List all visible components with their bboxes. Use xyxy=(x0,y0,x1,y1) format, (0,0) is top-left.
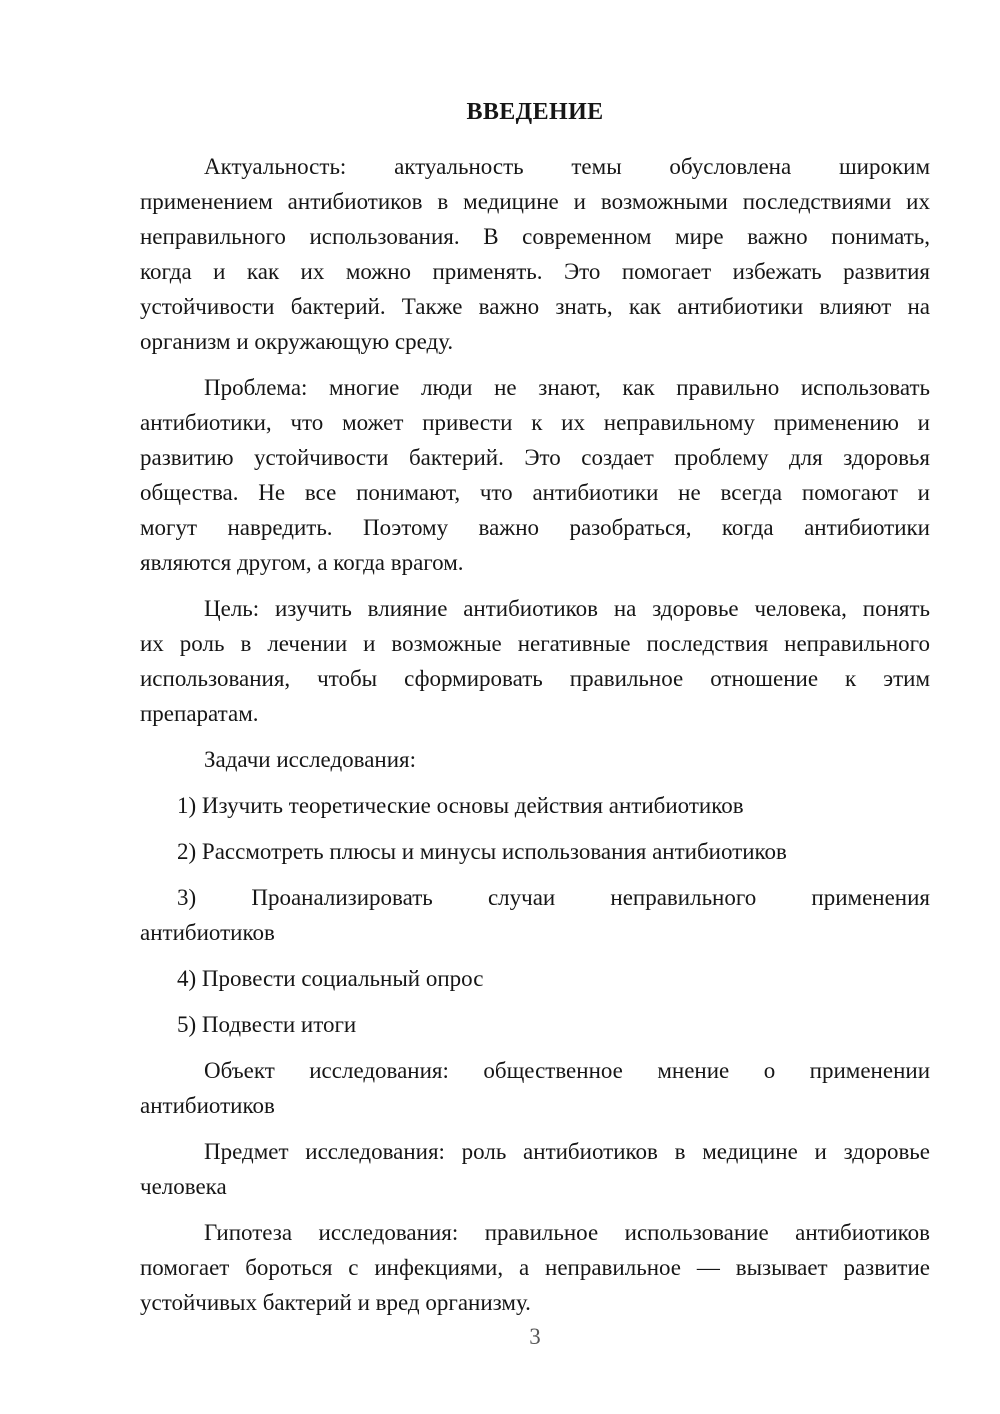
text-line: 1) Изучить теоретические основы действия антибиотиков xyxy=(177,793,744,818)
text-line: антибиотики, что может привести к их неправильному применению и xyxy=(140,410,930,435)
text-line: человека xyxy=(140,1174,227,1199)
text-line: развитию устойчивости бактерий. Это создает проблему для здоровья xyxy=(140,445,930,470)
text-line: Гипотеза исследования: правильное использование антибиотиков xyxy=(204,1220,930,1245)
task-item-1 xyxy=(140,788,930,823)
text-line: являются другом, а когда врагом. xyxy=(140,550,464,575)
page-number: 3 xyxy=(529,1324,541,1349)
text-line: устойчивости бактерий. Также важно знать, как антибиотики влияют на xyxy=(140,294,930,319)
paragraph-problem xyxy=(140,370,930,580)
task-item-2 xyxy=(140,834,930,869)
text-line: могут навредить. Поэтому важно разобраться, когда антибиотики xyxy=(140,515,930,540)
task-item-4 xyxy=(140,961,930,996)
task-item-3 xyxy=(140,880,930,950)
text-line: препаратам. xyxy=(140,701,259,726)
paragraph-subject xyxy=(140,1134,930,1204)
text-line: Предмет исследования: роль антибиотиков в медицине и здоровье xyxy=(204,1139,930,1164)
text-line: 3) Проанализировать случаи неправильного применения xyxy=(177,885,930,910)
text-line: Цель: изучить влияние антибиотиков на здоровье человека, понять xyxy=(204,596,930,621)
tasks-heading xyxy=(140,742,930,777)
paragraph-object xyxy=(140,1053,930,1123)
text-line: 4) Провести социальный опрос xyxy=(177,966,484,991)
text-line: антибиотиков xyxy=(140,1093,275,1118)
text-line: Проблема: многие люди не знают, как правильно использовать xyxy=(204,375,930,400)
paragraph-relevance xyxy=(140,149,930,359)
text-line: Актуальность: актуальность темы обусловлена широким xyxy=(204,154,930,179)
page-content xyxy=(140,97,930,1331)
text-line: 2) Рассмотреть плюсы и минусы использования антибиотиков xyxy=(177,839,787,864)
text-line: общества. Не все понимают, что антибиотики не всегда помогают и xyxy=(140,480,930,505)
text-line: помогает бороться с инфекциями, а неправильное — вызывает развитие xyxy=(140,1255,930,1280)
paragraph-goal xyxy=(140,591,930,731)
text-line: антибиотиков xyxy=(140,920,275,945)
text-line: когда и как их можно применять. Это помогает избежать развития xyxy=(140,259,930,284)
page-title: ВВЕДЕНИЕ xyxy=(466,99,604,125)
text-line: неправильного использования. В современном мире важно понимать, xyxy=(140,224,930,249)
text-line: их роль в лечении и возможные негативные последствия неправильного xyxy=(140,631,930,656)
text-line: 5) Подвести итоги xyxy=(177,1012,357,1037)
text-line: использования, чтобы сформировать правильное отношение к этим xyxy=(140,666,930,691)
paragraph-hypothesis xyxy=(140,1215,930,1320)
text-line: Задачи исследования: xyxy=(204,747,417,772)
text-line: организм и окружающую среду. xyxy=(140,329,454,354)
text-line: Объект исследования: общественное мнение о применении xyxy=(204,1058,930,1083)
text-line: устойчивых бактерий и вред организму. xyxy=(140,1290,531,1315)
text-line: применением антибиотиков в медицине и возможными последствиями их xyxy=(140,189,930,214)
task-item-5 xyxy=(140,1007,930,1042)
